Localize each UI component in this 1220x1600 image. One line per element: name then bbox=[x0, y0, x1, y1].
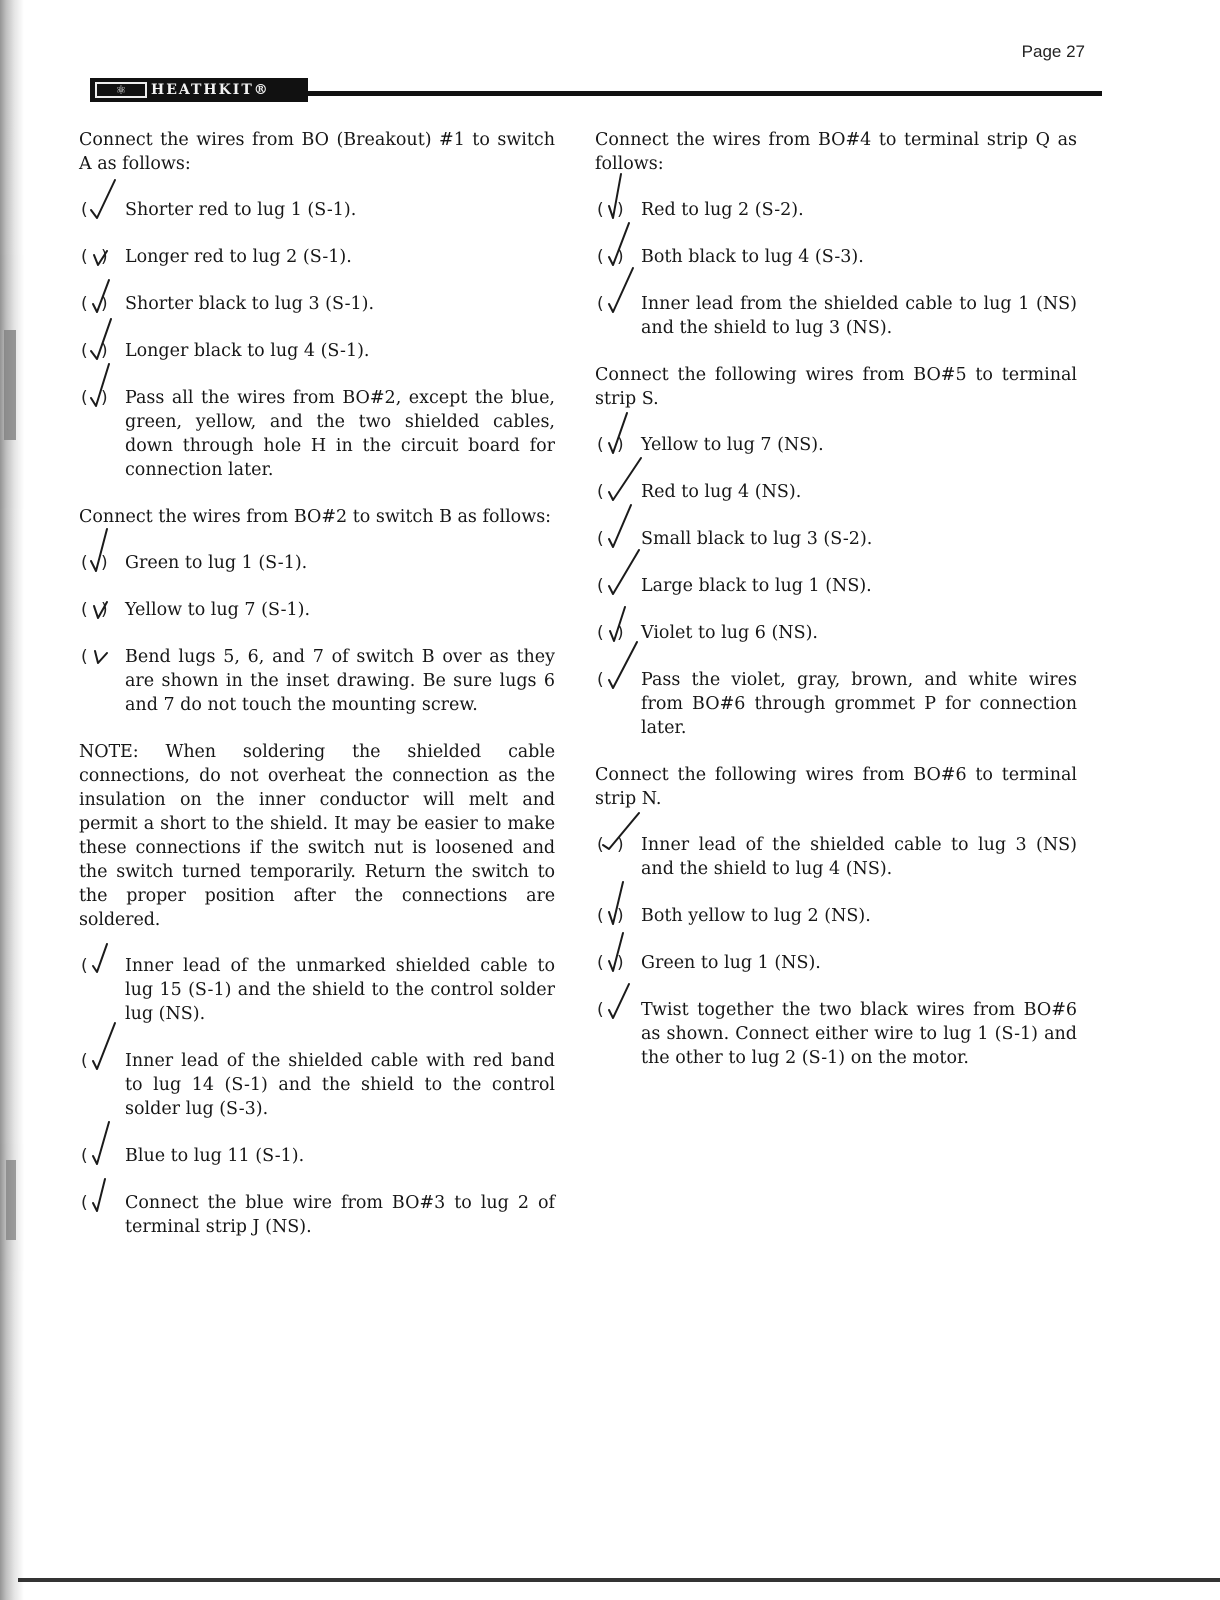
check-mark-icon bbox=[601, 505, 641, 551]
check-mark-icon bbox=[601, 599, 641, 645]
check-mark-icon bbox=[85, 529, 125, 575]
step-text: Green to lug 1 (S-1). bbox=[125, 553, 308, 573]
step-text: Shorter black to lug 3 (S-1). bbox=[125, 294, 375, 314]
atom-icon: ⚛ bbox=[95, 82, 147, 98]
check-mark-icon bbox=[85, 223, 125, 269]
checkbox[interactable]: ( ) bbox=[595, 198, 641, 222]
checkbox[interactable]: ( bbox=[595, 527, 641, 551]
check-mark-icon bbox=[601, 811, 641, 857]
checkbox[interactable]: ( ) bbox=[595, 951, 641, 975]
checkbox[interactable]: ( ) bbox=[595, 433, 641, 457]
check-mark-icon bbox=[85, 1122, 125, 1168]
page-number: Page 27 bbox=[1021, 42, 1085, 61]
checklist-item bbox=[595, 245, 1077, 269]
step-text: Yellow to lug 7 (S-1). bbox=[125, 600, 311, 620]
intro-bo6: Connect the following wires from BO#6 to terminal strip N. bbox=[595, 765, 1077, 809]
checkbox[interactable]: ( bbox=[595, 998, 641, 1022]
check-mark-icon bbox=[601, 411, 641, 457]
step-text: Blue to lug 11 (S-1). bbox=[125, 1146, 305, 1166]
check-mark-icon bbox=[601, 458, 641, 504]
checklist-item bbox=[79, 386, 555, 482]
checkbox[interactable]: ( bbox=[79, 198, 125, 222]
step-text: Pass the violet, gray, brown, and white wires from BO#6 through grommet P for connection later. bbox=[641, 670, 1077, 738]
checkbox[interactable]: ( ) bbox=[595, 621, 641, 645]
step-text: Violet to lug 6 (NS). bbox=[641, 623, 818, 643]
step-text: Inner lead of the shielded cable with red band to lug 14 (S-1) and the shield to the control solder lug (S-3). bbox=[125, 1051, 555, 1119]
checkbox[interactable]: ( bbox=[79, 645, 125, 669]
checkbox[interactable]: ( bbox=[79, 1191, 125, 1215]
checkbox[interactable]: ( bbox=[79, 954, 125, 978]
check-mark-icon bbox=[601, 976, 641, 1022]
checklist-item bbox=[595, 904, 1077, 928]
checkbox[interactable]: ( bbox=[595, 292, 641, 316]
header-rule bbox=[308, 91, 1102, 96]
checklist-item bbox=[595, 951, 1077, 975]
checklist-item bbox=[79, 645, 555, 717]
bottom-rule bbox=[18, 1578, 1220, 1582]
intro-bo2: Connect the wires from BO#2 to switch B as follows: bbox=[79, 507, 552, 527]
step-text: Pass all the wires from BO#2, except the blue, green, yellow, and the two shielded cables, down through hole H in the circuit board for connection later. bbox=[125, 388, 555, 480]
step-text: Longer red to lug 2 (S-1). bbox=[125, 247, 352, 267]
step-text: Red to lug 4 (NS). bbox=[641, 482, 802, 502]
step-text: Inner lead of the unmarked shielded cable to lug 15 (S-1) and the shield to the control solder lug (NS). bbox=[125, 956, 555, 1024]
checklist-item bbox=[595, 433, 1077, 457]
step-text: Connect the blue wire from BO#3 to lug 2 of terminal strip J (NS). bbox=[125, 1193, 555, 1237]
checkbox[interactable]: ( ) bbox=[595, 245, 641, 269]
step-text: Red to lug 2 (S-2). bbox=[641, 200, 804, 220]
checklist-item bbox=[595, 833, 1077, 881]
check-mark-icon bbox=[601, 223, 641, 269]
intro-bo5: Connect the following wires from BO#5 to terminal strip S. bbox=[595, 365, 1077, 409]
checkbox[interactable]: ( bbox=[595, 480, 641, 504]
step-text: Large black to lug 1 (NS). bbox=[641, 576, 872, 596]
check-mark-icon bbox=[601, 176, 641, 222]
checklist-item bbox=[79, 245, 555, 269]
check-mark-icon bbox=[85, 176, 125, 222]
step-text: Twist together the two black wires from BO#6 as shown. Connect either wire to lug 1 (S-1) and the other to lug 2 (S-1) on the motor. bbox=[641, 1000, 1077, 1068]
check-mark-icon bbox=[601, 882, 641, 928]
checkbox[interactable]: ( ) bbox=[79, 551, 125, 575]
checkbox[interactable]: ( bbox=[79, 1049, 125, 1073]
checklist-item bbox=[79, 1144, 555, 1168]
step-text: Yellow to lug 7 (NS). bbox=[641, 435, 824, 455]
check-mark-icon bbox=[85, 932, 125, 978]
left-column bbox=[79, 128, 555, 1262]
checklist-item bbox=[595, 198, 1077, 222]
checklist-item bbox=[595, 527, 1077, 551]
note-paragraph: NOTE: When soldering the shielded cable connections, do not overheat the connection as the insulation on the inner conductor will melt and permit a short to the shield. It may be easier to make these connections if the switch nut is loosened and the switch turned temporarily. Return the switch to the proper position after the connections are soldered. bbox=[79, 742, 555, 930]
check-mark-icon bbox=[85, 623, 125, 669]
checklist-item bbox=[595, 668, 1077, 740]
step-text: Green to lug 1 (NS). bbox=[641, 953, 821, 973]
check-mark-icon bbox=[601, 646, 641, 692]
check-mark-icon bbox=[601, 552, 641, 598]
checkbox[interactable]: ( ) bbox=[79, 292, 125, 316]
checkbox[interactable]: ( ) bbox=[79, 598, 125, 622]
step-text: Longer black to lug 4 (S-1). bbox=[125, 341, 370, 361]
heathkit-logo bbox=[90, 78, 308, 102]
check-mark-icon bbox=[85, 270, 125, 316]
checkbox[interactable]: ( ) bbox=[595, 833, 641, 857]
check-mark-icon bbox=[85, 317, 125, 363]
check-mark-icon bbox=[85, 1027, 125, 1073]
intro-bo4: Connect the wires from BO#4 to terminal strip Q as follows: bbox=[595, 130, 1077, 174]
checklist-item bbox=[79, 339, 555, 363]
check-mark-icon bbox=[85, 576, 125, 622]
checklist-item bbox=[595, 292, 1077, 340]
checkbox[interactable]: ( ) bbox=[595, 904, 641, 928]
checklist-item bbox=[79, 198, 555, 222]
checklist-item bbox=[79, 598, 555, 622]
checklist-item bbox=[79, 292, 555, 316]
intro-bo1: Connect the wires from BO (Breakout) #1 to switch A as follows: bbox=[79, 130, 555, 174]
check-mark-icon bbox=[85, 1169, 125, 1215]
step-text: Inner lead from the shielded cable to lug 1 (NS) and the shield to lug 3 (NS). bbox=[641, 294, 1077, 338]
checkbox[interactable]: ( bbox=[79, 1144, 125, 1168]
checklist-item bbox=[79, 1049, 555, 1121]
checklist-item bbox=[595, 480, 1077, 504]
right-column bbox=[595, 128, 1077, 1093]
checklist-item bbox=[595, 998, 1077, 1070]
step-text: Inner lead of the shielded cable to lug 3 (NS) and the shield to lug 4 (NS). bbox=[641, 835, 1077, 879]
page-header bbox=[90, 78, 1102, 102]
checkbox[interactable]: ( bbox=[595, 668, 641, 692]
scan-edge-shadow bbox=[0, 0, 24, 1600]
checkbox[interactable]: ( bbox=[595, 574, 641, 598]
checkbox[interactable]: ( ) bbox=[79, 386, 125, 410]
step-text: Both yellow to lug 2 (NS). bbox=[641, 906, 871, 926]
checklist-item bbox=[79, 551, 555, 575]
checkbox[interactable]: ( ) bbox=[79, 245, 125, 269]
logo-text: HEATHKIT® bbox=[151, 82, 270, 98]
check-mark-icon bbox=[601, 270, 641, 316]
checklist-item bbox=[79, 1191, 555, 1239]
check-mark-icon bbox=[601, 929, 641, 975]
checklist-item bbox=[595, 574, 1077, 598]
step-text: Shorter red to lug 1 (S-1). bbox=[125, 200, 357, 220]
checkbox[interactable]: ( ) bbox=[79, 339, 125, 363]
checklist-item bbox=[79, 954, 555, 1026]
check-mark-icon bbox=[85, 364, 125, 410]
checklist-item bbox=[595, 621, 1077, 645]
step-text: Bend lugs 5, 6, and 7 of switch B over as they are shown in the inset drawing. Be sure lugs 6 and 7 do not touch the mounting screw. bbox=[125, 647, 555, 715]
step-text: Small black to lug 3 (S-2). bbox=[641, 529, 873, 549]
step-text: Both black to lug 4 (S-3). bbox=[641, 247, 864, 267]
